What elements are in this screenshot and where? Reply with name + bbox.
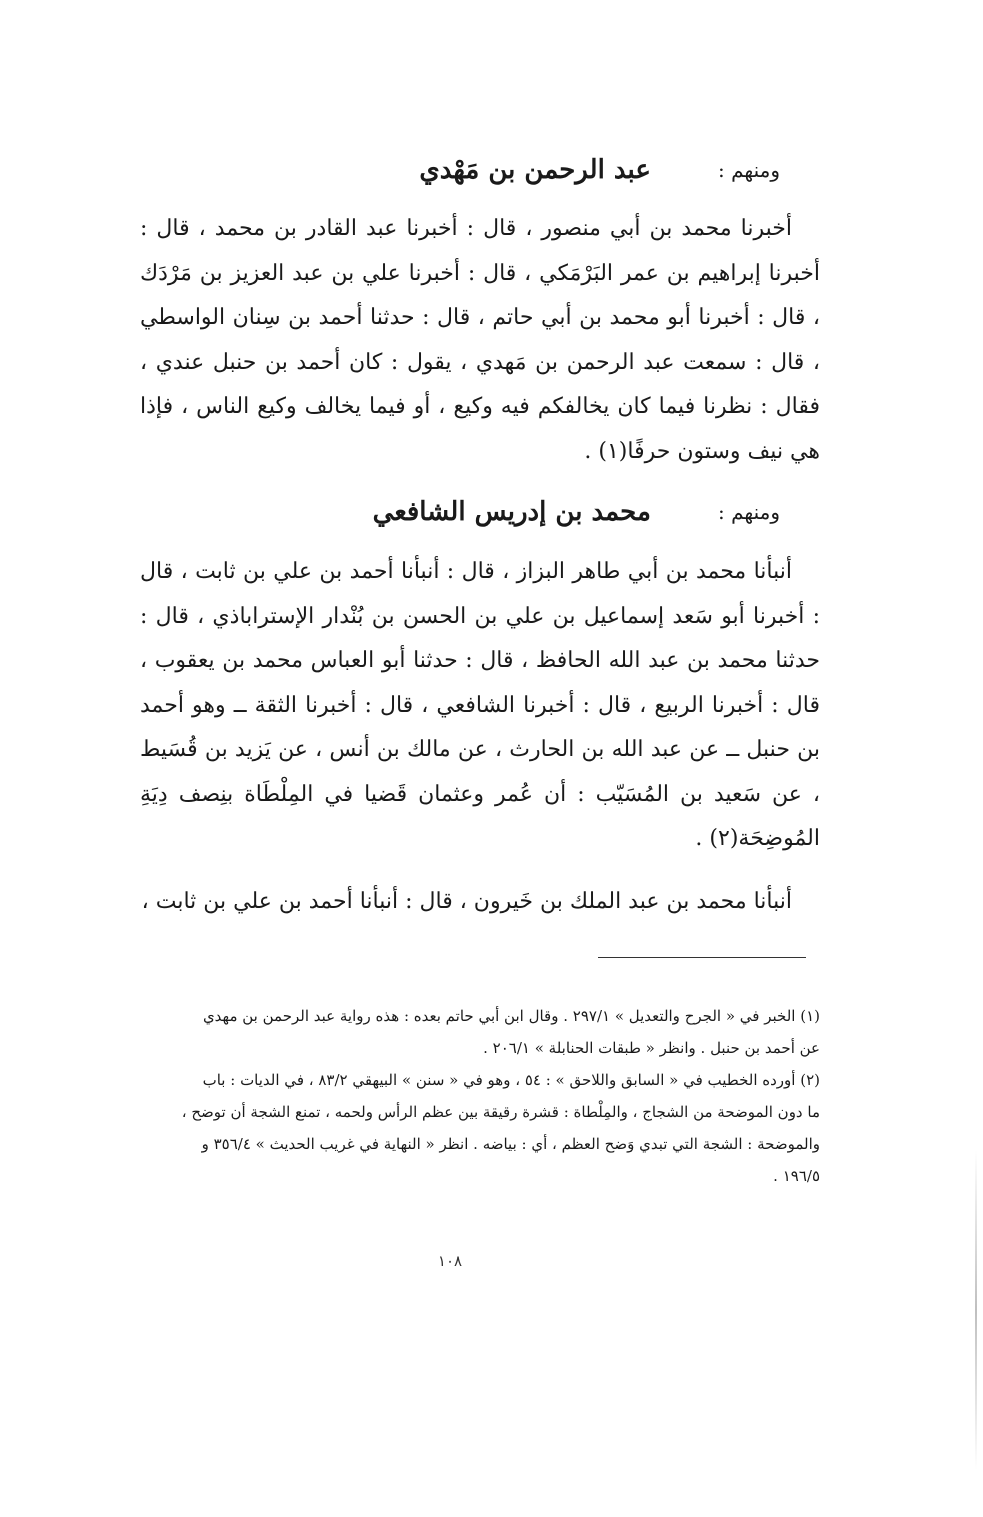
section-title: عبد الرحمن بن مَهْدي	[419, 155, 651, 185]
section-title: محمد بن إدريس الشافعي	[372, 497, 651, 527]
section-heading-shafii	[140, 497, 780, 537]
page-number: ١٠٨	[437, 1252, 463, 1270]
section-body-shafii	[140, 550, 820, 924]
narration-paragraph: أنبأنا محمد بن أبي طاهر البزاز ، قال : أنبأنا أحمد بن علي بن ثابت ، قال : أخبرنا أبو سَعد إسماعيل بن علي بن الحسن بن بُنْدار الإستراباذي ، قال : حدثنا محمد بن عبد الله الحافظ ، قال : حدثنا أبو العباس محمد بن يعقوب ، قال : أخبرنا الربيع ، قال : أخبرنا الشافعي ، قال : أخبرنا الثقة ــ وهو أحمد بن حنبل ــ عن عبد الله بن الحارث ، عن مالك بن أنس ، عن يَزيد بن قُسَيط ، عن سَعيد بن المُسَيّب : أن عُمر وعثمان قَضيا في المِلْطَاة بنِصف دِيَةِ المُوضِحَة(٢) .	[140, 559, 820, 851]
narration-paragraph: أخبرنا محمد بن أبي منصور ، قال : أخبرنا عبد القادر بن محمد ، قال : أخبرنا إبراهيم بن عمر البَرْمَكي ، قال : أخبرنا علي بن عبد العزيز بن مَرْدَك ، قال : أخبرنا أبو محمد بن أبي حاتم ، قال : حدثنا أحمد بن سِنان الواسطي ، قال : سمعت عبد الرحمن بن مَهدي ، يقول : كان أحمد بن حنبل عندي ، فقال : نظرنا فيما كان يخالفكم فيه وكيع ، أو فيما يخالف وكيع الناس ، فإذا هي نيف وستون حرفًا(١) .	[140, 216, 820, 464]
footnote-line: والموضحة : الشجة التي تبدي وَضح العظم ، أي : بياضه . انظر « النهاية في غريب الحديث » ٣٥٦/٤ و	[201, 1135, 820, 1153]
footnote-line: (١) الخبر في « الجرح والتعديل » ٢٩٧/١ . وقال ابن أبي حاتم بعده : هذه رواية عبد الرحمن بن مهدي	[202, 1007, 820, 1025]
section-body-ibn-mahdi	[140, 207, 820, 474]
scan-edge-shadow	[975, 1150, 977, 1470]
section-heading-ibn-mahdi	[140, 155, 780, 195]
narration-paragraph-continued: أنبأنا محمد بن عبد الملك بن خَيرون ، قال : أنبأنا أحمد بن علي بن ثابت ،	[141, 888, 792, 914]
footnote-line: (٢) أورده الخطيب في « السابق واللاحق » : ٥٤ ، وهو في « سنن » البيهقي ٨٣/٢ ، في الديات : باب	[202, 1071, 820, 1089]
footnote-line: ما دون الموضحة من الشجاج ، والمِلْطاة : قشرة رقيقة بين عظم الرأس ولحمه ، تمنع الشجة أن توضح ،	[181, 1103, 820, 1121]
section-prefix: ومنهم :	[717, 158, 780, 182]
footnotes	[128, 1000, 820, 1192]
section-prefix: ومنهم :	[717, 500, 780, 524]
footnote-line: ١٩٦/٥ .	[773, 1167, 820, 1185]
footnote-divider	[598, 957, 806, 958]
footnote-line: عن أحمد بن حنبل . وانظر « طبقات الحنابلة » ٢٠٦/١ .	[483, 1039, 820, 1057]
